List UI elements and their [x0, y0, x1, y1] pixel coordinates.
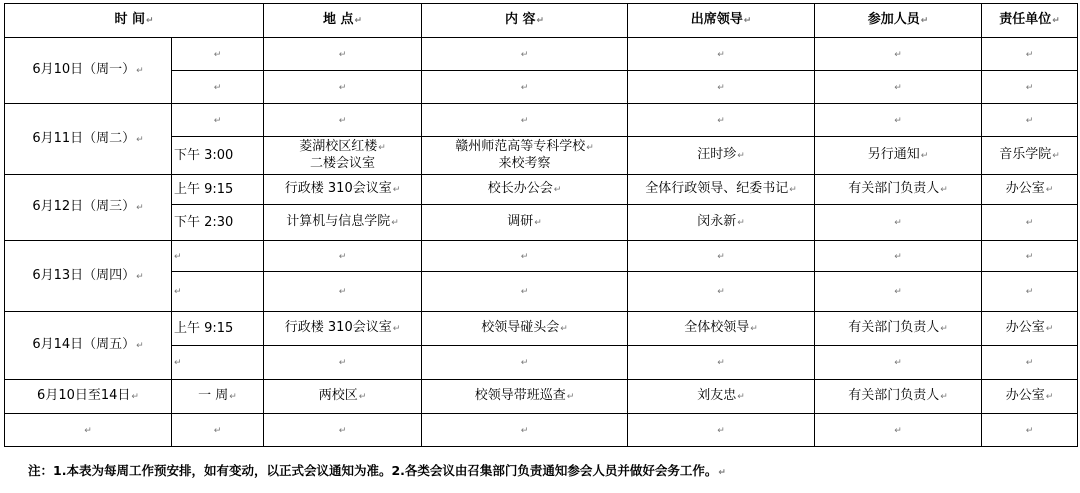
- location-cell: 菱湖校区红楼 ↵ 二楼会议室: [264, 137, 422, 175]
- time-cell: 下午 2:30: [172, 205, 264, 241]
- unit-cell: ↵: [982, 272, 1078, 312]
- time-cell: ↵: [172, 104, 264, 137]
- location-cell: ↵: [264, 414, 422, 447]
- unit-cell: 办公室 ↵: [982, 175, 1078, 205]
- participants-cell: 有关部门负责人 ↵: [815, 380, 982, 414]
- leaders-cell: 刘友忠 ↵: [628, 380, 815, 414]
- date-cell: 6月13日（周四） ↵: [5, 241, 172, 312]
- table-row: [5, 104, 1078, 137]
- location-cell: ↵: [264, 71, 422, 104]
- time-cell: ↵: [172, 38, 264, 71]
- leaders-cell: ↵: [628, 346, 815, 380]
- content-cell: 调研 ↵: [422, 205, 628, 241]
- leaders-cell: ↵: [628, 104, 815, 137]
- leaders-cell: ↵: [628, 241, 815, 272]
- participants-cell: 另行通知 ↵: [815, 137, 982, 175]
- time-cell: ↵: [172, 346, 264, 380]
- content-cell: ↵: [422, 414, 628, 447]
- time-cell: 上午 9:15: [172, 312, 264, 346]
- participants-cell: ↵: [815, 346, 982, 380]
- content-cell: ↵: [422, 104, 628, 137]
- leaders-cell: ↵: [628, 414, 815, 447]
- table-row: [5, 380, 1078, 414]
- date-cell: 6月11日（周二） ↵: [5, 104, 172, 175]
- header-time: 时 间 ↵: [5, 4, 264, 38]
- time-cell: 一 周 ↵: [172, 380, 264, 414]
- time-cell: ↵: [172, 414, 264, 447]
- unit-cell: ↵: [982, 346, 1078, 380]
- time-cell: ↵: [172, 71, 264, 104]
- leaders-cell: ↵: [628, 272, 815, 312]
- participants-cell: ↵: [815, 104, 982, 137]
- unit-cell: 办公室 ↵: [982, 380, 1078, 414]
- location-cell: ↵: [264, 241, 422, 272]
- location-cell: 行政楼 310会议室 ↵: [264, 312, 422, 346]
- location-cell: ↵: [264, 346, 422, 380]
- table-row: [5, 241, 1078, 272]
- location-cell: 两校区 ↵: [264, 380, 422, 414]
- participants-cell: ↵: [815, 272, 982, 312]
- location-cell: ↵: [264, 104, 422, 137]
- time-cell: ↵: [172, 241, 264, 272]
- content-cell: ↵: [422, 38, 628, 71]
- header-responsible: 责任单位 ↵: [982, 4, 1078, 38]
- table-row: [5, 38, 1078, 71]
- content-cell: 校领导带班巡查 ↵: [422, 380, 628, 414]
- weekly-schedule-table: [4, 3, 1078, 447]
- content-cell: ↵: [422, 71, 628, 104]
- location-cell: ↵: [264, 272, 422, 312]
- time-cell: 下午 3:00: [172, 137, 264, 175]
- leaders-cell: ↵: [628, 71, 815, 104]
- leaders-cell: ↵: [628, 38, 815, 71]
- leaders-cell: 全体校领导 ↵: [628, 312, 815, 346]
- unit-cell: ↵: [982, 414, 1078, 447]
- header-leaders: 出席领导 ↵: [628, 4, 815, 38]
- participants-cell: ↵: [815, 241, 982, 272]
- unit-cell: ↵: [982, 38, 1078, 71]
- participants-cell: ↵: [815, 38, 982, 71]
- participants-cell: ↵: [815, 205, 982, 241]
- content-cell: 校领导碰头会 ↵: [422, 312, 628, 346]
- unit-cell: ↵: [982, 104, 1078, 137]
- date-cell: 6月12日（周三） ↵: [5, 175, 172, 241]
- footnote: 注：1.本表为每周工作预安排，如有变动，以正式会议通知为准。2.各类会议由召集部门负责通知参会人员并做好会务工作。 ↵: [28, 461, 726, 479]
- date-cell: 6月10日至14日 ↵: [5, 380, 172, 414]
- date-cell: 6月10日（周一） ↵: [5, 38, 172, 104]
- leaders-cell: 全体行政领导、纪委书记 ↵: [628, 175, 815, 205]
- location-cell: 行政楼 310会议室 ↵: [264, 175, 422, 205]
- header-location: 地 点 ↵: [264, 4, 422, 38]
- location-cell: 计算机与信息学院 ↵: [264, 205, 422, 241]
- content-cell: ↵: [422, 346, 628, 380]
- header-row: [5, 4, 1078, 38]
- leaders-cell: 闵永新 ↵: [628, 205, 815, 241]
- header-content: 内 容 ↵: [422, 4, 628, 38]
- participants-cell: ↵: [815, 71, 982, 104]
- unit-cell: ↵: [982, 205, 1078, 241]
- participants-cell: 有关部门负责人 ↵: [815, 312, 982, 346]
- content-cell: 赣州师范高等专科学校 ↵ 来校考察: [422, 137, 628, 175]
- participants-cell: 有关部门负责人 ↵: [815, 175, 982, 205]
- content-cell: 校长办公会 ↵: [422, 175, 628, 205]
- unit-cell: ↵: [982, 241, 1078, 272]
- header-participants: 参加人员 ↵: [815, 4, 982, 38]
- unit-cell: 办公室 ↵: [982, 312, 1078, 346]
- table-row: [5, 414, 1078, 447]
- content-cell: ↵: [422, 272, 628, 312]
- time-cell: ↵: [172, 272, 264, 312]
- date-cell: 6月14日（周五） ↵: [5, 312, 172, 380]
- participants-cell: ↵: [815, 414, 982, 447]
- unit-cell: 音乐学院 ↵: [982, 137, 1078, 175]
- content-cell: ↵: [422, 241, 628, 272]
- leaders-cell: 汪时珍 ↵: [628, 137, 815, 175]
- location-cell: ↵: [264, 38, 422, 71]
- unit-cell: ↵: [982, 71, 1078, 104]
- date-cell: ↵: [5, 414, 172, 447]
- table-row: [5, 175, 1078, 205]
- time-cell: 上午 9:15: [172, 175, 264, 205]
- table-row: [5, 312, 1078, 346]
